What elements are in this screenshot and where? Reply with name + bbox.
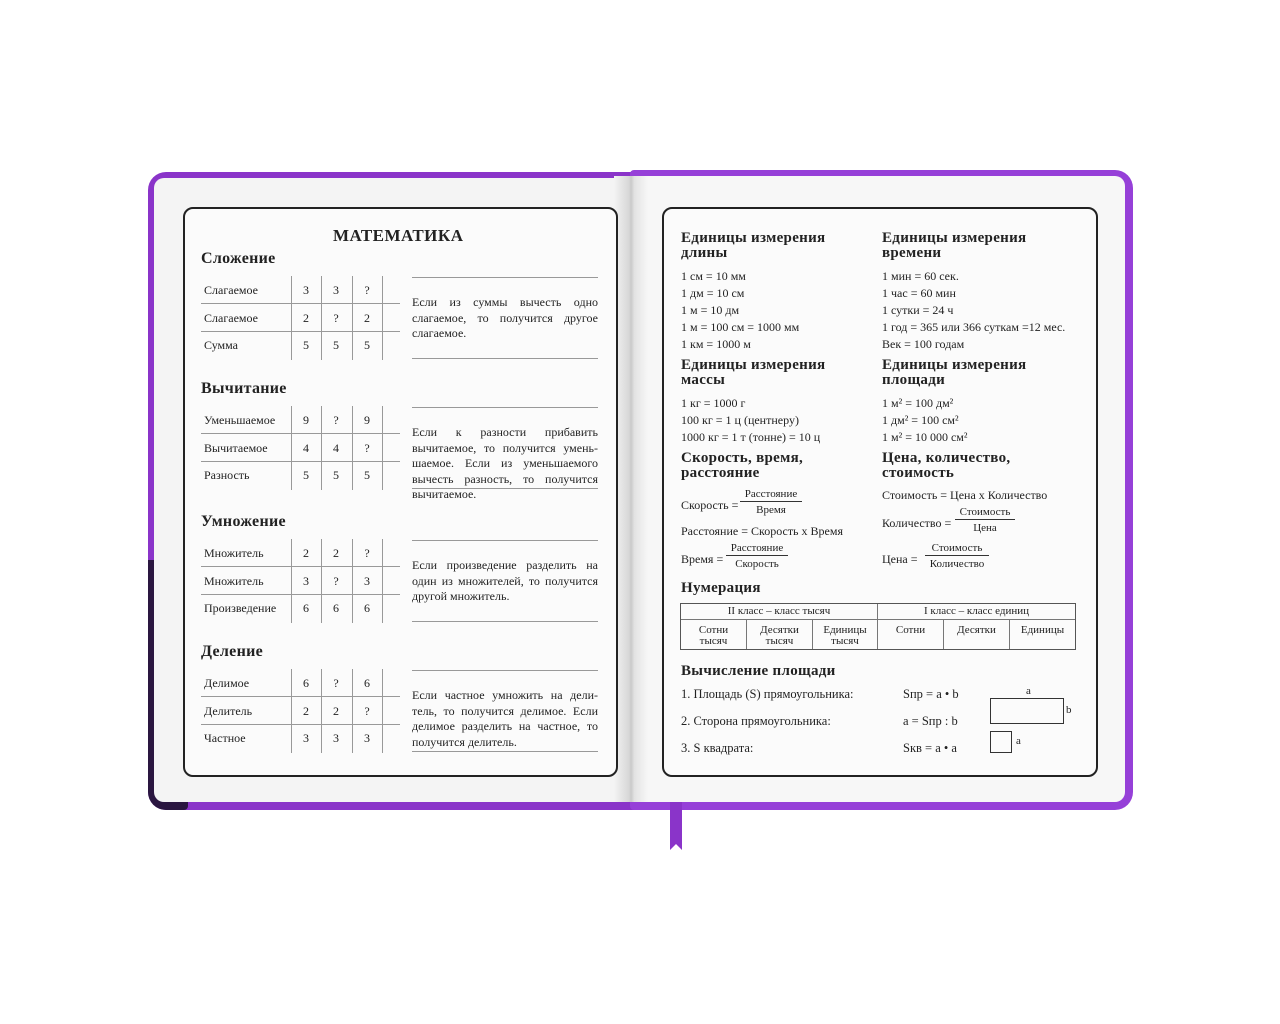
rectangle-side-b: b [1066, 704, 1072, 716]
speed-heading: Скорость, время, расстояние [681, 450, 804, 481]
rule-top-line [412, 540, 598, 541]
table-cell: 5 [303, 338, 309, 352]
table-row-label: Вычитаемое [204, 440, 268, 455]
time-list [882, 268, 1065, 353]
table-cell: ? [333, 413, 339, 427]
table-cell: 9 [303, 413, 309, 427]
area-calc-heading: Вычисление площади [681, 663, 836, 679]
table-column-line [321, 276, 322, 360]
area-calc-formula: Sкв = a • a [903, 741, 957, 755]
time-formula-label: Время = [681, 552, 724, 566]
section-heading: Умножение [201, 513, 286, 530]
table-cell: 2 [333, 703, 339, 718]
mass-item: 1 кг = 1000 г [681, 396, 746, 410]
table-row-label: Произведение [204, 601, 277, 615]
table-cell: ? [333, 676, 339, 690]
table-cell: 6 [303, 676, 309, 690]
table-row-label: Делимое [204, 676, 250, 690]
table-row-divider [201, 433, 400, 434]
square-diagram [990, 731, 1012, 753]
length-item: 1 дм = 10 см [681, 286, 745, 300]
price-heading: Цена, количество, стоимость [882, 450, 1011, 481]
time-item: 1 час = 60 мин [882, 286, 956, 300]
table-column-line [321, 669, 322, 753]
table-cell: ? [333, 573, 339, 588]
table-cell: 4 [333, 440, 339, 455]
rule-top-line [412, 407, 598, 408]
length-item: 1 см = 10 мм [681, 269, 746, 283]
area-units-heading: Единицы измерения площади [882, 357, 1027, 388]
table-column-line [382, 276, 383, 360]
table-column-line [291, 276, 292, 360]
page-title: МАТЕМАТИКА [333, 226, 464, 245]
table-cell: 3 [333, 283, 339, 297]
mass-heading: Единицы измерения массы [681, 357, 826, 388]
table-cell: ? [364, 546, 370, 560]
table-column-line [291, 539, 292, 623]
table-cell: 5 [364, 338, 370, 352]
col-units: Единицы [1020, 624, 1065, 636]
col-hundreds: Сотни [895, 624, 926, 636]
table-cell: 3 [303, 731, 309, 745]
table-cell: 4 [303, 440, 309, 455]
time-fraction: Расстояние Скорость [726, 542, 788, 570]
cost-formula: Стоимость = Цена х Количество [882, 488, 1048, 502]
table-column-line [321, 539, 322, 623]
table-cell: ? [364, 703, 370, 718]
area-unit-item: 1 дм² = 100 см² [882, 413, 959, 427]
section-heading: Сложение [201, 250, 276, 267]
table-column-line [382, 539, 383, 623]
table-cell: 2 [333, 546, 339, 560]
rectangle-diagram [990, 698, 1064, 724]
area-calc-formula: Sпр = a • b [903, 687, 959, 701]
table-row-divider [201, 566, 400, 567]
table-cell: ? [364, 440, 370, 455]
mass-item: 100 кг = 1 ц (центнеру) [681, 413, 799, 427]
mass-list [681, 395, 820, 446]
rule-bottom-line [412, 751, 598, 752]
area-calc-label: 2. Сторона прямоугольника: [681, 714, 831, 728]
table-row-label: Разность [204, 468, 250, 482]
rule-text: Если произведение разделить на один из множителей, то получится другой множитель. [412, 558, 598, 603]
table-row-label: Слагаемое [204, 283, 258, 297]
area-unit-item: 1 м² = 100 дм² [882, 396, 954, 410]
bookmark-ribbon [670, 800, 682, 850]
table-cell: 3 [303, 283, 309, 297]
table-column-line [352, 406, 353, 490]
table-row-divider [201, 331, 400, 332]
table-cell: 6 [364, 676, 370, 690]
table-cell: 3 [333, 731, 339, 745]
area-calc-formula: a = Sпр : b [903, 714, 958, 728]
table-row-label: Множитель [204, 573, 264, 588]
table-cell: 3 [364, 573, 370, 588]
time-heading: Единицы измерения времени [882, 230, 1027, 261]
table-row-divider [201, 724, 400, 725]
area-units-list [882, 395, 967, 446]
table-cell: 9 [364, 413, 370, 427]
square-side-a: a [1016, 735, 1021, 747]
section-heading: Деление [201, 643, 264, 660]
table-row-label: Уменьшаемое [204, 413, 276, 427]
length-list [681, 268, 799, 353]
rule-text: Если из суммы вычесть одно слагаемое, то получится другое слагаемое. [412, 295, 598, 340]
numeration-heading: Нумерация [681, 580, 761, 596]
time-item: Век = 100 годам [882, 337, 965, 351]
table-cell: 2 [303, 310, 309, 325]
time-item: 1 сутки = 24 ч [882, 303, 954, 317]
section-heading: Вычитание [201, 380, 287, 397]
rule-bottom-line [412, 358, 598, 359]
col-hundreds-thousands: Сотни тысяч [698, 624, 729, 647]
table-cell: 3 [303, 573, 309, 588]
table-column-line [382, 669, 383, 753]
quantity-formula-label: Количество = [882, 516, 952, 530]
quantity-fraction: Стоимость Цена [955, 506, 1015, 534]
table-column-line [291, 406, 292, 490]
table-column-line [321, 406, 322, 490]
numeration-table [680, 603, 1076, 650]
area-calc-label: 1. Площадь (S) прямоугольника: [681, 687, 854, 701]
area-unit-item: 1 м² = 10 000 см² [882, 430, 968, 444]
table-cell: 5 [333, 468, 339, 482]
time-item: 1 год = 365 или 366 суткам =12 мес. [882, 320, 1066, 334]
table-row-label: Множитель [204, 546, 264, 560]
table-column-line [352, 539, 353, 623]
distance-formula: Расстояние = Скорость х Время [681, 524, 843, 538]
table-cell: ? [364, 283, 370, 297]
length-item: 1 м = 100 см = 1000 мм [681, 320, 800, 334]
table-cell: 6 [303, 601, 309, 615]
table-row-label: Слагаемое [204, 310, 258, 325]
table-cell: ? [333, 310, 339, 325]
table-column-line [352, 276, 353, 360]
table-row-divider [201, 303, 400, 304]
table-cell: 2 [303, 546, 309, 560]
col-units-thousands: Единицы тысяч [823, 624, 867, 647]
table-row-divider [201, 594, 400, 595]
rule-top-line [412, 277, 598, 278]
table-column-line [352, 669, 353, 753]
page-gutter [614, 176, 648, 802]
table-column-line [291, 669, 292, 753]
speed-fraction: Расстояние Время [740, 488, 802, 516]
rule-bottom-line [412, 488, 598, 489]
table-column-line [382, 406, 383, 490]
rule-top-line [412, 670, 598, 671]
rule-text: Если частное умножить на делитель, то получится делимое. Если делимое разделить на частное, то получится делитель. [412, 688, 598, 749]
price-fraction: Стоимость Количество [925, 542, 989, 570]
mass-item: 1000 кг = 1 т (тонне) = 10 ц [681, 430, 821, 444]
table-row-label: Делитель [204, 703, 253, 718]
table-row-divider [201, 696, 400, 697]
class-thousands: II класс – класс тысяч [727, 605, 831, 617]
table-cell: 3 [364, 731, 370, 745]
table-cell: 2 [303, 703, 309, 718]
table-cell: 5 [333, 338, 339, 352]
class-units: I класс – класс единиц [923, 605, 1029, 617]
table-row-divider [201, 461, 400, 462]
length-item: 1 м = 10 дм [681, 303, 740, 317]
price-formula-label: Цена = [882, 552, 918, 566]
length-item: 1 км = 1000 м [681, 337, 751, 351]
table-cell: 6 [364, 601, 370, 615]
table-row-label: Сумма [204, 338, 238, 352]
table-cell: 5 [364, 468, 370, 482]
speed-formula-label: Скорость = [681, 498, 739, 512]
rule-bottom-line [412, 621, 598, 622]
area-calc-label: 3. S квадрата: [681, 741, 754, 755]
table-cell: 5 [303, 468, 309, 482]
rectangle-side-a: a [1026, 685, 1031, 697]
length-heading: Единицы измерения длины [681, 230, 826, 261]
time-item: 1 мин = 60 сек. [882, 269, 959, 283]
col-tens: Десятки [957, 624, 996, 636]
table-row-label: Частное [204, 731, 246, 745]
rule-text: Если к разности прибавить вычитаемое, то получится уменьшаемое. Если из уменьшаемого вычесть разность, то получится вычитаемое. [412, 425, 598, 501]
table-cell: 6 [333, 601, 339, 615]
table-cell: 2 [364, 310, 370, 325]
col-tens-thousands: Десятки тысяч [760, 624, 799, 647]
